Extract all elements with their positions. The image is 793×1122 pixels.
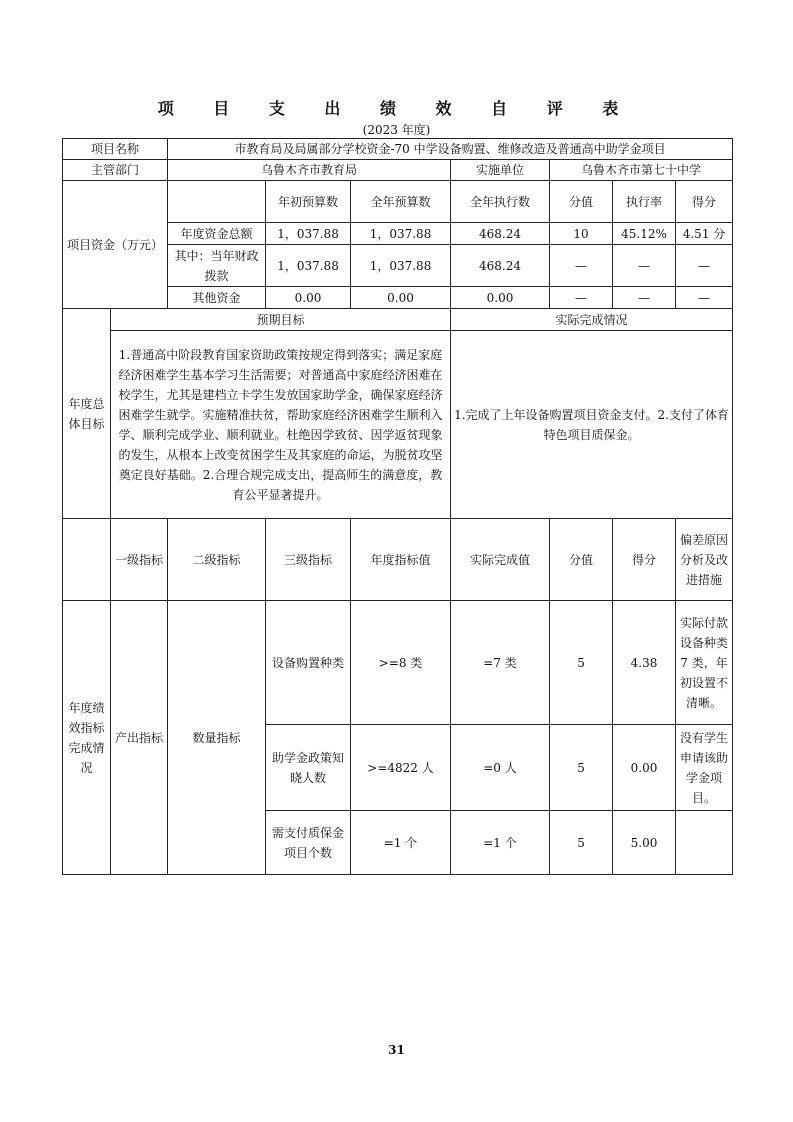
- funds-cell: 1，037.88: [266, 245, 351, 287]
- page-title: 项 目 支 出 绩 效 自 评 表: [157, 99, 636, 118]
- indicators-header-level1: 一级指标: [111, 519, 168, 601]
- funds-cell: —: [613, 287, 676, 309]
- funds-cell: 0.00: [351, 287, 451, 309]
- funds-header-blank: [168, 181, 266, 223]
- funds-cell: —: [550, 287, 613, 309]
- funds-cell: —: [676, 287, 733, 309]
- project-name-row: [63, 139, 733, 160]
- funds-row-label: 年度资金总额: [168, 223, 266, 245]
- year-label: (2023 年度): [362, 123, 431, 137]
- indicators-header-target: 年度指标值: [351, 519, 451, 601]
- indicator-score: 5: [550, 811, 613, 875]
- indicator-target: >=8 类: [351, 601, 451, 725]
- funds-header-initial: 年初预算数: [266, 181, 351, 223]
- goals-label: 年度总体目标: [63, 309, 111, 519]
- indicator-got: 5.00: [613, 811, 676, 875]
- department-row: [63, 160, 733, 181]
- indicator-level1: 产出指标: [111, 601, 168, 875]
- indicator-score: 5: [550, 601, 613, 725]
- funds-cell: 1，037.88: [351, 223, 451, 245]
- indicator-level3: 助学金政策知晓人数: [266, 725, 351, 811]
- indicators-header-actual: 实际完成值: [451, 519, 550, 601]
- project-name-label: 项目名称: [63, 139, 168, 160]
- indicators-header-reason: 偏差原因分析及改进措施: [676, 519, 733, 601]
- evaluation-table: [62, 138, 733, 875]
- funds-cell: 468.24: [451, 245, 550, 287]
- indicator-level3: 设备购置种类: [266, 601, 351, 725]
- indicator-reason: [676, 811, 733, 875]
- goals-content-row: [63, 331, 733, 519]
- funds-row-label: 其他资金: [168, 287, 266, 309]
- indicator-reason: 没有学生申请该助学金项目。: [676, 725, 733, 811]
- indicator-actual: =7 类: [451, 601, 550, 725]
- indicators-header-row: [63, 519, 733, 601]
- funds-cell: 1，037.88: [266, 223, 351, 245]
- funds-label: 项目资金（万元）: [63, 181, 168, 309]
- indicators-header-level2: 二级指标: [168, 519, 266, 601]
- funds-cell: —: [676, 245, 733, 287]
- goals-expected-text: 1.普通高中阶段教育国家资助政策按规定得到落实；满足家庭经济困难学生基本学习生活需要；对普通高中家庭经济困难在校学生，尤其是建档立卡学生发放国家助学金，确保家庭经济困难学生就学。实施精准扶贫，帮助家庭经济困难学生顺利入学、顺利完成学业、顺利就业。杜绝因学致贫、因学返贫现象的发生，从根本上改变贫困学生及其家庭的命运，为脱贫攻坚奠定良好基础。2.合理合规完成支出，提高师生的满意度，教育公平显著提升。: [111, 331, 451, 519]
- indicator-reason: 实际付款设备种类 7 类，年初设置不清晰。: [676, 601, 733, 725]
- goals-header-row: [63, 309, 733, 331]
- page-number: 31: [388, 1043, 405, 1057]
- indicators-header-level3: 三级指标: [266, 519, 351, 601]
- indicator-actual: =1 个: [451, 811, 550, 875]
- goals-actual-header: 实际完成情况: [451, 309, 733, 331]
- indicator-target: >=4822 人: [351, 725, 451, 811]
- funds-header-rate: 执行率: [613, 181, 676, 223]
- indicators-header-score: 分值: [550, 519, 613, 601]
- funds-cell: 1，037.88: [351, 245, 451, 287]
- project-name-value: 市教育局及局属部分学校资金-70 中学设备购置、维修改造及普通高中助学金项目: [168, 139, 733, 160]
- goals-actual-text: 1.完成了上年设备购置项目资金支付。2.支付了体育特色项目质保金。: [451, 331, 733, 519]
- indicator-row: [63, 601, 733, 725]
- funds-cell: 45.12%: [613, 223, 676, 245]
- indicator-target: =1 个: [351, 811, 451, 875]
- indicator-level2: 数量指标: [168, 601, 266, 875]
- funds-header-full-budget: 全年预算数: [351, 181, 451, 223]
- indicators-section-label: 年度绩效指标完成情况: [63, 601, 111, 875]
- unit-value: 乌鲁木齐市第七十中学: [550, 160, 733, 181]
- funds-cell: 0.00: [266, 287, 351, 309]
- dept-value: 乌鲁木齐市教育局: [168, 160, 451, 181]
- indicator-got: 0.00: [613, 725, 676, 811]
- funds-cell: 4.51 分: [676, 223, 733, 245]
- goals-expected-header: 预期目标: [111, 309, 451, 331]
- funds-row-label: 其中：当年财政拨款: [168, 245, 266, 287]
- indicator-actual: =0 人: [451, 725, 550, 811]
- funds-cell: 10: [550, 223, 613, 245]
- unit-label: 实施单位: [451, 160, 550, 181]
- dept-label: 主管部门: [63, 160, 168, 181]
- indicator-score: 5: [550, 725, 613, 811]
- indicators-header-got: 得分: [613, 519, 676, 601]
- funds-header-executed: 全年执行数: [451, 181, 550, 223]
- funds-cell: —: [550, 245, 613, 287]
- indicator-got: 4.38: [613, 601, 676, 725]
- funds-header-score: 分值: [550, 181, 613, 223]
- indicators-header-blank: [63, 519, 111, 601]
- indicator-level3: 需支付质保金项目个数: [266, 811, 351, 875]
- funds-cell: —: [613, 245, 676, 287]
- funds-header-row: [63, 181, 733, 223]
- funds-header-result: 得分: [676, 181, 733, 223]
- funds-cell: 468.24: [451, 223, 550, 245]
- funds-cell: 0.00: [451, 287, 550, 309]
